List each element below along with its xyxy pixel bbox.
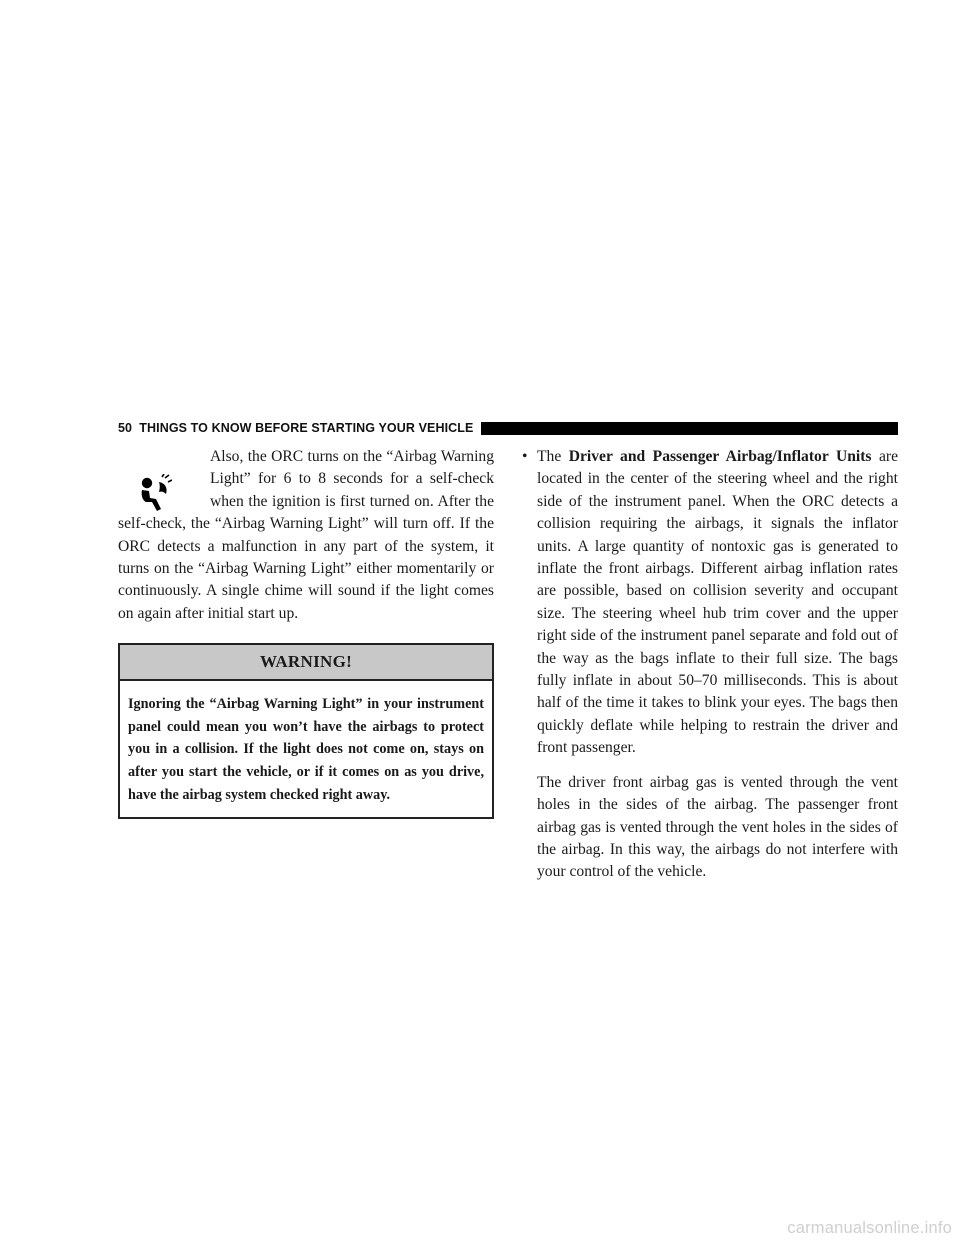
left-column [118, 446, 494, 819]
bullet-prefix: The [537, 448, 569, 465]
list-item-inflator-units [522, 446, 898, 760]
warning-box [118, 643, 494, 819]
section-title: THINGS TO KNOW BEFORE STARTING YOUR VEHICLE [139, 421, 474, 435]
bullet-icon: • [522, 448, 528, 465]
airbag-warning-icon [118, 446, 196, 512]
inflator-units-term: Driver and Passenger Airbag/Inflator Units [568, 448, 872, 465]
airbag-light-paragraph: Also, the ORC turns on the “Airbag Warning Light” for 6 to 8 seconds for a self-check when the ignition is first turned on. After the self-check, the “Airbag Warning Light” will turn off. If the ORC detects a malfunction in any part of the system, it turns on the “Airbag Warning Light” either momentarily or continuously. A single chime will sound if the light comes on again after initial start up. [118, 448, 494, 622]
inflator-description: are located in the center of the steering wheel and the right side of the instrument panel. When the ORC detects a collision requiring the airbags, it signals the inflator units. A large quantity of nontoxic gas is generated to inflate the front airbags. Different airbag inflation rates are possible, based on collision severity and occupant size. The steering wheel hub trim cover and the upper right side of the instrument panel separate and fold out of the way as the bags inflate to their full size. The bags fully inflate in about 50–70 milliseconds. This is about half of the time it takes to blink your eyes. The bags then quickly deflate while helping to restrain the driver and front passenger. [537, 448, 898, 757]
header-rule [481, 422, 898, 435]
inflator-paragraph [537, 446, 898, 760]
watermark: carmanualsonline.info [787, 1219, 952, 1237]
header-text [118, 421, 473, 435]
page-header [118, 418, 898, 438]
right-column [522, 446, 898, 884]
vent-paragraph: The driver front airbag gas is vented through the vent holes in the sides of the airbag. The passenger front airbag gas is vented through the vent holes in the sides of the airbag. In this way, the airbags do not interfere with your control of the vehicle. [537, 773, 898, 881]
page-number: 50 [118, 421, 133, 435]
warning-text: Ignoring the “Airbag Warning Light” in your instrument panel could mean you won’t have the airbags to protect you in a collision. If the light does not come on, stays on after you start the vehicle, or if it comes on as you drive, have the airbag system checked right away. [128, 696, 484, 803]
warning-title: WARNING! [120, 645, 492, 681]
